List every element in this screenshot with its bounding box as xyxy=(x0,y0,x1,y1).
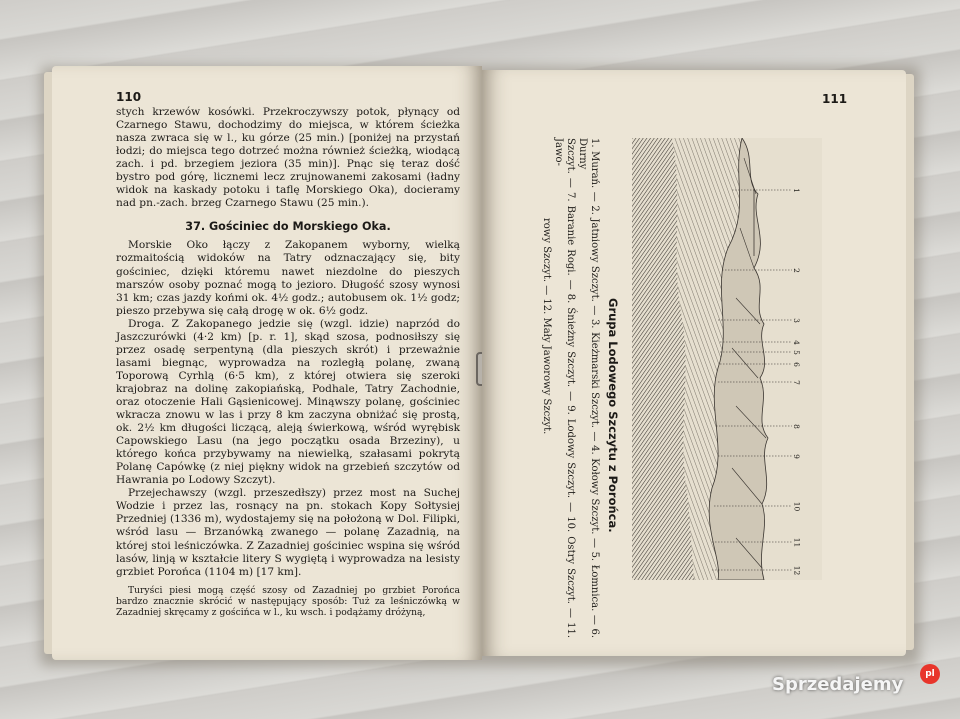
figure-caption xyxy=(541,138,600,638)
peak-label: 3 xyxy=(791,318,801,323)
peak-label: 9 xyxy=(791,454,801,459)
peak-label: 8 xyxy=(791,424,801,429)
peak-label: 7 xyxy=(791,380,801,385)
left-page xyxy=(52,66,482,660)
peak-label: 1 xyxy=(791,188,801,193)
watermark-badge: pl xyxy=(920,664,940,684)
peak-label: 12 xyxy=(792,565,802,576)
page-number-right: 111 xyxy=(822,92,848,106)
page-number-left: 110 xyxy=(116,90,142,104)
caption-line: 1. Murań. — 2. Jatniowy Szczyt. — 3. Kieżmarski Szczyt. — 4. Kołowy Szczyt. — 5. Łomnica. — 6. Durny xyxy=(577,138,600,638)
left-page-text xyxy=(116,106,460,618)
watermark-logo: Sprzedajemy xyxy=(772,674,904,695)
peak-label: 2 xyxy=(791,268,801,273)
peak-label: 4 xyxy=(791,340,801,345)
caption-line: Szczyt. — 7. Baranie Rogi. — 8. Śnieżny Szczyt. — 9. Lodowy Szczyt. — 10. Ostry Szczyt. — 11. Jawo- xyxy=(553,138,576,638)
leader-lines xyxy=(712,138,802,580)
peak-label: 10 xyxy=(792,501,802,512)
right-page xyxy=(482,70,906,656)
paragraph: Przejechawszy (wzgl. przeszedłszy) przez most na Suchej Wodzie i przez las, rosnący na pn. stokach Kopy Sołtysiej Przedniej (1336 m), wydostajemy się na położoną w Dol. Filipki, wśród lasu — Brzanówką zwanego — polanę Zazadnią, na której stoi leśniczówka. Z Zazadniej gościniec wspina się wśród lasów, linją w kształcie litery S wygiętą i wyprowadza na lesisty grzbiet Porońca (1104 m) [17 km]. xyxy=(116,487,460,578)
paragraph: Droga. Z Zakopanego jedzie się (wzgl. idzie) naprzód do Jaszczurówki (4·2 km) [p. r. 1], skąd szosa, podnosiłszy się przez osadę serpentyną (dla pieszych skrót) i przeważnie lasami biegnąc, wyprowadza na rozległą polanę, zwaną Toporową Cyrhlą (6·5 km), z której otwiera się szeroki krajobraz na dolinę zakopiańską, Podhale, Tatry Zachodnie, oraz otoczenie Hali Gąsienicowej. Minąwszy polanę, gościniec wkracza znowu w las i przy 8 km zaczyna obniżać się prostą, ok. 2½ km długości liczącą, aleją świerkową, wśród wyrębisk Capowskiego Lasu (na jego początku osada Brzeziny), u którego końca przybywamy na niewielką, szałasami pokrytą Polanę Capówkę (z niej piękny widok na grzebień szczytów od Hawrania po Lodowy Szczyt). xyxy=(116,317,460,487)
figure-title: Grupa Lodowego Szczytu z Porońca. xyxy=(606,298,620,533)
peak-label: 5 xyxy=(791,350,801,355)
peak-label: 11 xyxy=(792,537,802,548)
footnote: Turyści piesi mogą część szosy od Zazadniej po grzbiet Porońca bardzo znacznie skrócić w następujący sposób: Tuż za leśniczówką w Zazadniej skręcamy z gościńca w l., ku wsch. i podążamy dróżyną, xyxy=(116,584,460,618)
section-heading: 37. Gościniec do Morskiego Oka. xyxy=(185,220,391,234)
paragraph: Morskie Oko łączy z Zakopanem wyborny, wielką rozmaitością widoków na Tatry odznaczający się, bity gościniec, dzięki któremu nawet niezdolne do pieszych marszów osoby poznać mogą to jezioro. Długość szosy wynosi 31 km; czas jazdy końmi ok. 4½ godz.; autobusem ok. 1½ godz; pieszo przebywa się całą drogę w ok. 6½ godz. xyxy=(116,239,460,317)
paragraph: stych krzewów kosówki. Przekroczywszy potok, płynący od Czarnego Stawu, dochodzimy do miejsca, w którem ścieżka nasza zwraca się w l., ku górze (25 min.) [poniżej na przystań łodzi; do miejsca tego dotrzeć można również ścieżką, wiodącą zach. i pd. brzegiem jeziora (35 min)]. Pnąc się teraz dość bystro pod górę, licznemi lecz zrujnowanemi zakosami (ładny widok na kaskady potoku i taflę Morskiego Oka), docieramy nad pn.-zach. brzeg Czarnego Stawu (25 min.). xyxy=(116,106,460,210)
caption-line: rowy Szczyt. — 12. Mały Jaworowy Szczyt. xyxy=(541,218,552,435)
peak-label: 6 xyxy=(791,362,801,367)
